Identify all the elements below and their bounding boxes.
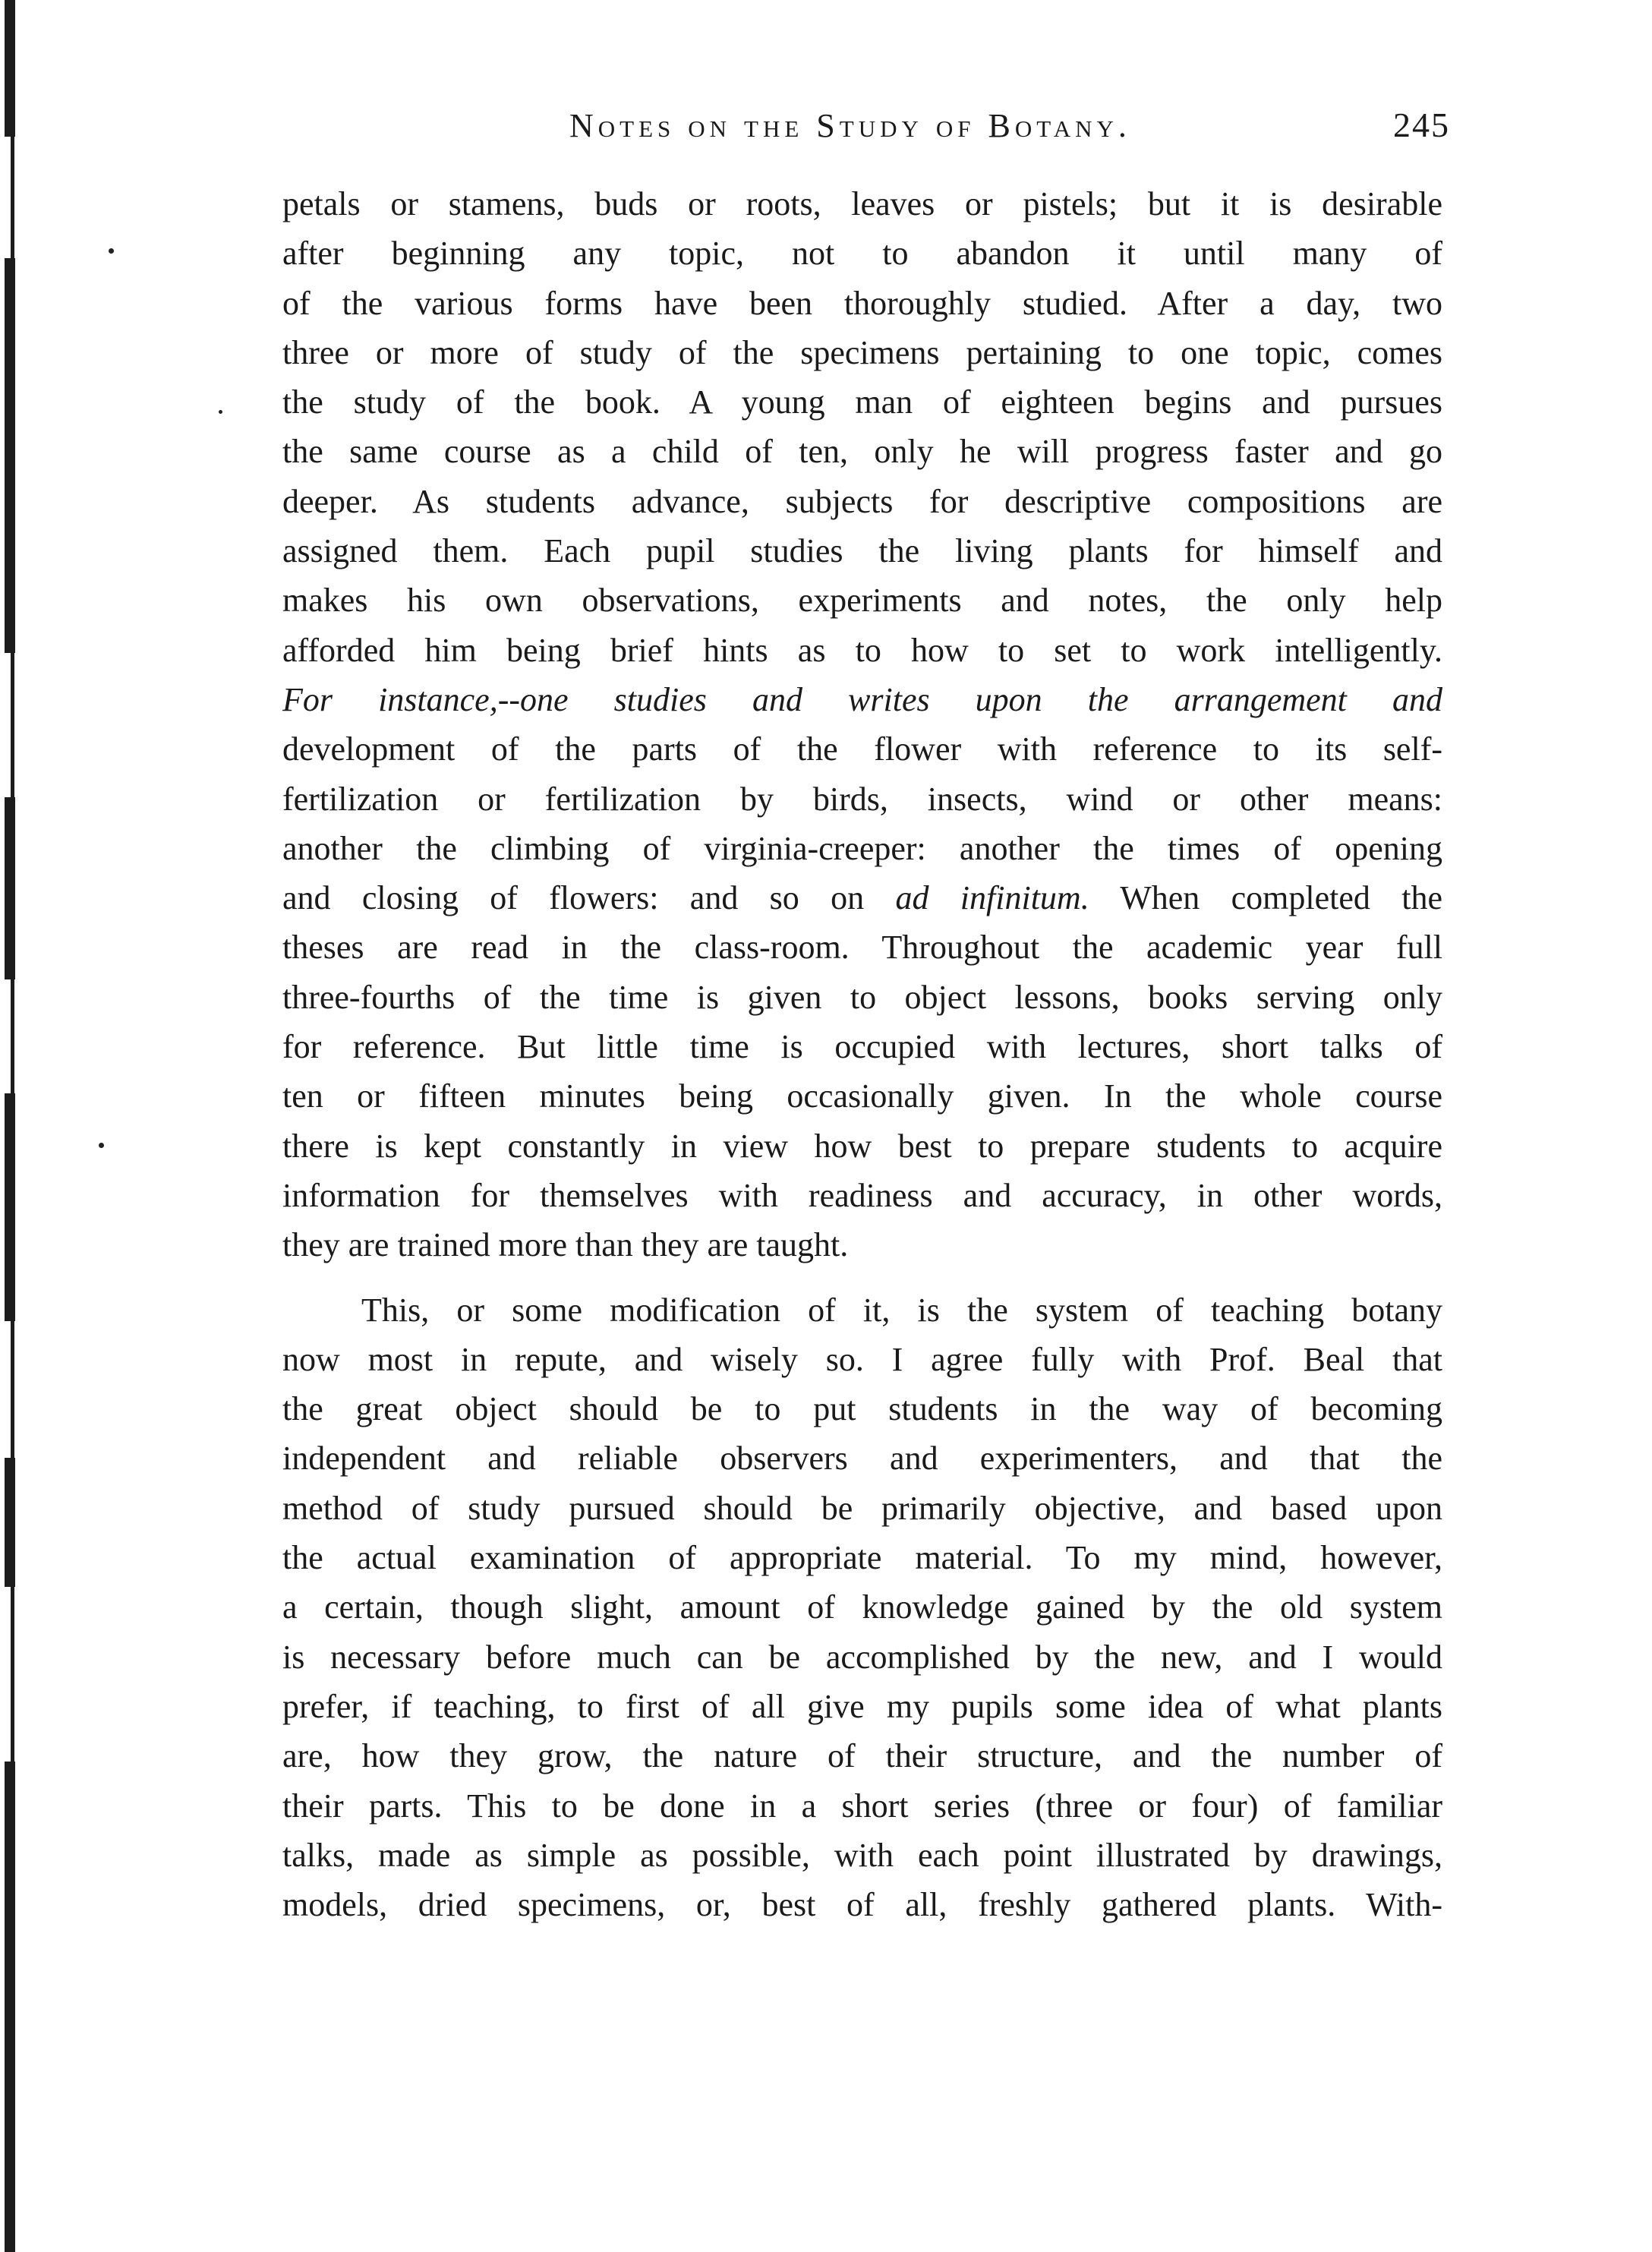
text-line: now most in repute, and wisely so. I agree fully with Prof. Beal that <box>282 1340 1442 1378</box>
latin-phrase: ad infinitum. <box>895 879 1089 917</box>
text-line: are, how they grow, the nature of their structure, and the number of <box>282 1737 1442 1775</box>
text-line-italic: For instance,--one studies and writes upon the arrangement and <box>282 680 1442 718</box>
text-line-indented: This, or some modification of it, is the system of teaching botany <box>361 1291 1442 1329</box>
binding-edge-segment <box>5 1093 15 1321</box>
paragraph-1 <box>282 179 1442 1270</box>
text-line: method of study pursued should be primarily objective, and based upon <box>282 1489 1442 1527</box>
binding-edge <box>0 0 20 2252</box>
latin-line-end: When completed the <box>1120 879 1442 917</box>
latin-line-start: and closing of flowers: and so on <box>282 879 865 917</box>
binding-edge-segment <box>5 258 15 653</box>
text-line-with-latin <box>282 873 1442 923</box>
margin-speck <box>109 248 114 254</box>
binding-edge-segment <box>11 1321 14 1458</box>
text-line: assigned them. Each pupil studies the living plants for himself and <box>282 532 1442 570</box>
body-text <box>282 179 1442 1929</box>
text-line: the same course as a child of ten, only he will progress faster and go <box>282 433 1442 471</box>
text-line: information for themselves with readiness and accuracy, in other words, <box>282 1176 1442 1214</box>
text-line: of the various forms have been thoroughly studied. After a day, two <box>282 284 1442 322</box>
binding-edge-segment <box>5 1458 15 1587</box>
text-line: there is kept constantly in view how best to prepare students to acquire <box>282 1127 1442 1165</box>
binding-edge-segment <box>11 653 14 797</box>
text-line: the great object should be to put students in the way of becoming <box>282 1390 1442 1428</box>
page-number: 245 <box>1393 106 1450 144</box>
text-line: petals or stamens, buds or roots, leaves or pistels; but it is desirable <box>282 185 1442 222</box>
text-line: prefer, if teaching, to first of all give my pupils some idea of what plants <box>282 1687 1442 1725</box>
text-line: three-fourths of the time is given to object lessons, books serving only <box>282 978 1442 1016</box>
text-line: after beginning any topic, not to abandon it until many of <box>282 235 1442 273</box>
text-line: deeper. As students advance, subjects for descriptive compositions are <box>282 482 1442 520</box>
binding-edge-segment <box>11 979 14 1093</box>
binding-edge-segment <box>5 797 15 979</box>
text-line: independent and reliable observers and experimenters, and that the <box>282 1440 1442 1478</box>
text-line: the actual examination of appropriate material. To my mind, however, <box>282 1539 1442 1577</box>
binding-edge-segment <box>5 1762 15 2252</box>
text-line: theses are read in the class-room. Throughout the academic year full <box>282 929 1442 967</box>
binding-edge-segment <box>11 1587 14 1762</box>
text-line: makes his own observations, experiments and notes, the only help <box>282 582 1442 620</box>
text-line: ten or fifteen minutes being occasionally given. In the whole course <box>282 1077 1442 1115</box>
text-line: development of the parts of the flower with reference to its self- <box>282 730 1442 768</box>
paragraph-2 <box>282 1285 1442 1930</box>
paragraph-gap <box>282 1270 1442 1285</box>
text-line: a certain, though slight, amount of knowledge gained by the old system <box>282 1588 1442 1626</box>
text-line: their parts. This to be done in a short series (three or four) of familiar <box>282 1787 1442 1825</box>
margin-speck <box>99 1143 104 1148</box>
text-line: the study of the book. A young man of eighteen begins and pursues <box>282 383 1442 421</box>
text-line: is necessary before much can be accomplished by the new, and I would <box>282 1638 1442 1676</box>
binding-edge-segment <box>11 137 14 258</box>
binding-edge-segment <box>5 0 15 137</box>
text-line: fertilization or fertilization by birds, insects, wind or other means: <box>282 780 1442 818</box>
text-line: talks, made as simple as possible, with each point illustrated by drawings, <box>282 1836 1442 1874</box>
text-line: models, dried specimens, or, best of all, freshly gathered plants. With- <box>282 1886 1442 1924</box>
running-head <box>266 100 1450 153</box>
running-title: Notes on the Study of Botany. <box>569 107 1131 144</box>
text-line: afforded him being brief hints as to how to set to work intelligently. <box>282 631 1442 669</box>
margin-speck <box>219 410 222 414</box>
text-line: for reference. But little time is occupied with lectures, short talks of <box>282 1028 1442 1066</box>
text-line: another the climbing of virginia-creeper: another the times of opening <box>282 829 1442 867</box>
text-line: three or more of study of the specimens pertaining to one topic, comes <box>282 333 1442 371</box>
text-line-last: they are trained more than they are taught. <box>282 1226 849 1264</box>
